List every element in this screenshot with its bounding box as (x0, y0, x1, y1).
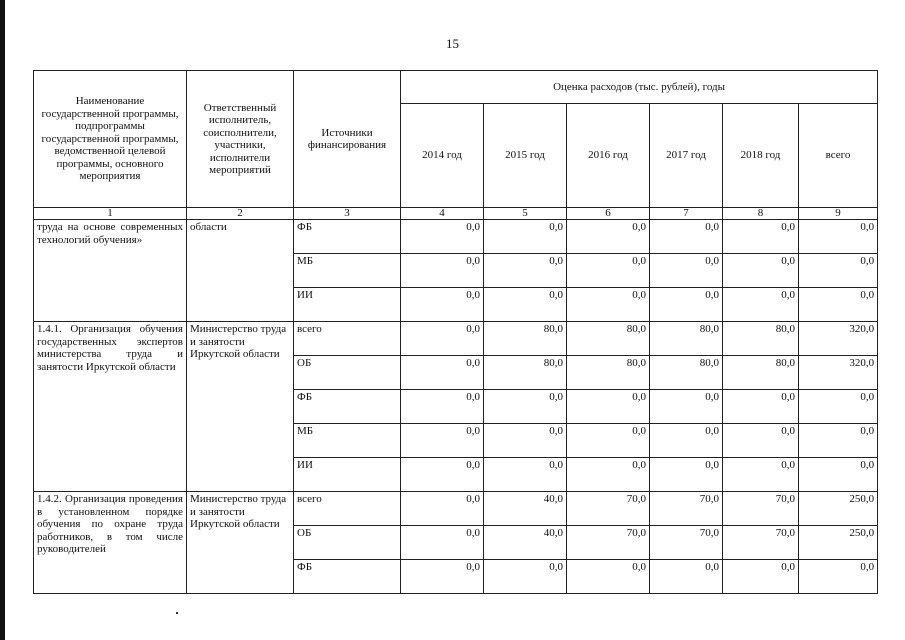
funding-source: ИИ (294, 458, 401, 492)
activity-name: 1.4.2. Организация проведения в установленном порядке обучения по охране труда работников, в том числе руководителей (34, 492, 187, 594)
year-value: 0,0 (723, 424, 799, 458)
total-value: 0,0 (799, 560, 878, 594)
funding-source: ОБ (294, 526, 401, 560)
year-value: 80,0 (650, 322, 723, 356)
year-value: 0,0 (401, 526, 484, 560)
funding-source: ФБ (294, 560, 401, 594)
funding-source: МБ (294, 424, 401, 458)
total-value: 0,0 (799, 288, 878, 322)
total-value: 0,0 (799, 254, 878, 288)
funding-source: ФБ (294, 390, 401, 424)
header-total: всего (799, 104, 878, 208)
responsible-executor: Министерство труда и занятости Иркутской области (187, 492, 294, 594)
year-value: 0,0 (567, 458, 650, 492)
year-value: 40,0 (484, 492, 567, 526)
page-number: 15 (446, 36, 459, 51)
header-estimate: Оценка расходов (тыс. рублей), годы (401, 71, 878, 104)
total-value: 0,0 (799, 390, 878, 424)
year-value: 0,0 (723, 288, 799, 322)
column-number: 4 (401, 208, 484, 220)
year-value: 0,0 (401, 560, 484, 594)
year-value: 70,0 (650, 492, 723, 526)
funding-source: всего (294, 492, 401, 526)
column-number: 5 (484, 208, 567, 220)
year-value: 80,0 (723, 356, 799, 390)
total-value: 250,0 (799, 526, 878, 560)
column-number: 3 (294, 208, 401, 220)
year-value: 0,0 (484, 288, 567, 322)
year-value: 80,0 (650, 356, 723, 390)
year-value: 0,0 (650, 390, 723, 424)
year-value: 0,0 (650, 220, 723, 254)
year-value: 0,0 (484, 220, 567, 254)
year-value: 0,0 (401, 254, 484, 288)
year-value: 0,0 (650, 458, 723, 492)
year-value: 70,0 (723, 492, 799, 526)
year-value: 0,0 (723, 560, 799, 594)
year-value: 0,0 (401, 390, 484, 424)
funding-source: ИИ (294, 288, 401, 322)
year-value: 80,0 (723, 322, 799, 356)
column-number: 6 (567, 208, 650, 220)
year-value: 0,0 (650, 254, 723, 288)
year-value: 0,0 (650, 288, 723, 322)
funding-source: ОБ (294, 356, 401, 390)
column-number: 1 (34, 208, 187, 220)
year-value: 0,0 (567, 424, 650, 458)
funding-source: МБ (294, 254, 401, 288)
year-value: 0,0 (567, 254, 650, 288)
header-sources: Источники финансирования (294, 71, 401, 208)
header-year: 2016 год (567, 104, 650, 208)
year-value: 0,0 (484, 254, 567, 288)
total-value: 320,0 (799, 356, 878, 390)
total-value: 320,0 (799, 322, 878, 356)
scan-edge (0, 0, 5, 640)
header-year: 2018 год (723, 104, 799, 208)
year-value: 0,0 (484, 458, 567, 492)
total-value: 0,0 (799, 424, 878, 458)
responsible-executor: Министерство труда и занятости Иркутской области (187, 322, 294, 492)
header-year: 2014 год (401, 104, 484, 208)
year-value: 0,0 (401, 492, 484, 526)
year-value: 0,0 (401, 356, 484, 390)
year-value: 70,0 (723, 526, 799, 560)
year-value: 0,0 (723, 458, 799, 492)
table-row (34, 322, 878, 356)
year-value: 0,0 (567, 220, 650, 254)
year-value: 0,0 (484, 560, 567, 594)
year-value: 70,0 (650, 526, 723, 560)
year-value: 0,0 (401, 424, 484, 458)
year-value: 0,0 (723, 220, 799, 254)
budget-table (33, 70, 878, 594)
header-responsible: Ответственный исполнитель, соисполнители, участники, исполнители мероприятий (187, 71, 294, 208)
header-year: 2017 год (650, 104, 723, 208)
year-value: 0,0 (484, 424, 567, 458)
table-row (34, 492, 878, 526)
header-name: Наименование государственной программы, подпрограммы государственной программы, ведомственной целевой программы, основного мероприятия (34, 71, 187, 208)
responsible-executor: области (187, 220, 294, 322)
total-value: 0,0 (799, 458, 878, 492)
year-value: 80,0 (484, 356, 567, 390)
total-value: 250,0 (799, 492, 878, 526)
table-row (34, 220, 878, 254)
year-value: 0,0 (401, 220, 484, 254)
header-year: 2015 год (484, 104, 567, 208)
year-value: 70,0 (567, 526, 650, 560)
year-value: 0,0 (401, 288, 484, 322)
funding-source: всего (294, 322, 401, 356)
table-body (34, 220, 878, 594)
funding-source: ФБ (294, 220, 401, 254)
year-value: 0,0 (567, 288, 650, 322)
year-value: 0,0 (401, 458, 484, 492)
column-number: 8 (723, 208, 799, 220)
year-value: 0,0 (650, 560, 723, 594)
total-value: 0,0 (799, 220, 878, 254)
year-value: 80,0 (567, 356, 650, 390)
year-value: 80,0 (484, 322, 567, 356)
year-value: 70,0 (567, 492, 650, 526)
year-value: 0,0 (567, 390, 650, 424)
year-value: 0,0 (567, 560, 650, 594)
year-value: 80,0 (567, 322, 650, 356)
column-number: 7 (650, 208, 723, 220)
scan-speck (176, 612, 178, 614)
year-value: 0,0 (401, 322, 484, 356)
activity-name: 1.4.1. Организация обучения государственных экспертов министерства труда и занятости Иркутской области (34, 322, 187, 492)
column-number: 2 (187, 208, 294, 220)
year-value: 0,0 (650, 424, 723, 458)
year-value: 0,0 (723, 254, 799, 288)
year-value: 0,0 (723, 390, 799, 424)
year-value: 0,0 (484, 390, 567, 424)
year-value: 40,0 (484, 526, 567, 560)
column-number: 9 (799, 208, 878, 220)
activity-name: труда на основе современных технологий обучения» (34, 220, 187, 322)
